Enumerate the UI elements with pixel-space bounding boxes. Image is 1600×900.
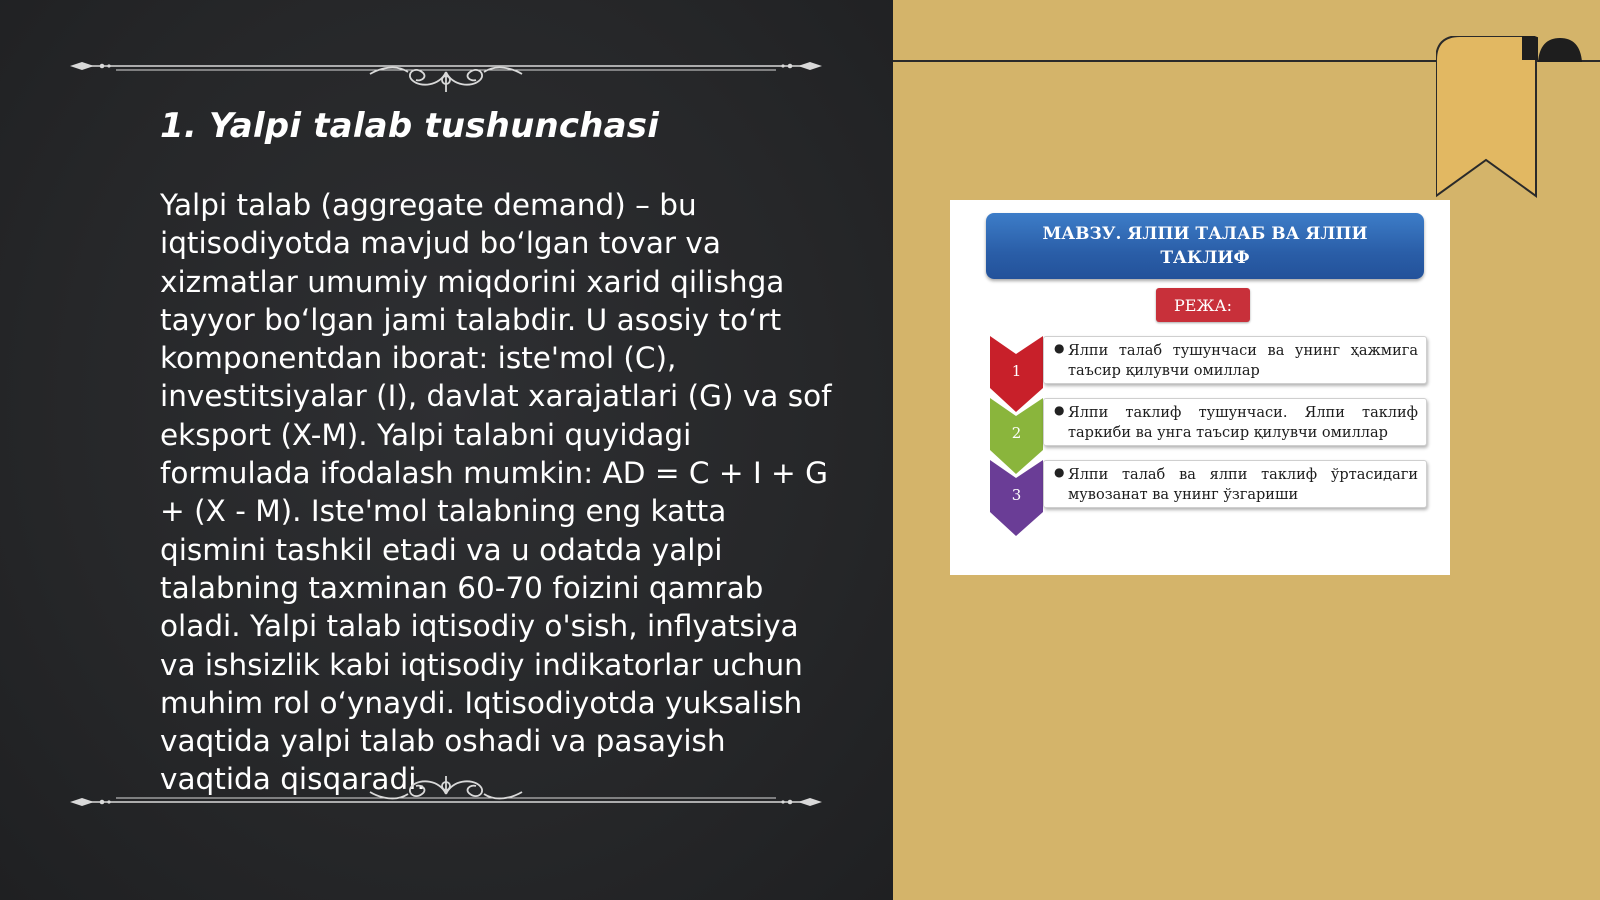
bullet-icon: ● — [1054, 341, 1065, 355]
plan-item-3 — [990, 460, 1426, 536]
plan-item-box — [1043, 336, 1427, 384]
plan-item-number: 1 — [1011, 362, 1022, 380]
plan-item-text: Ялпи талаб тушунчаси ва унинг ҳажмига таъсир қилувчи омиллар — [1068, 343, 1418, 379]
slide-title: 1. Yalpi talab tushunchasi — [160, 106, 660, 146]
bullet-icon: ● — [1054, 465, 1065, 479]
plan-item-number: 3 — [1011, 486, 1022, 504]
embedded-slide-image — [950, 200, 1450, 575]
slide-body-text: Yalpi talab (aggregate demand) – bu iqtisodiyotda mavjud bo‘lgan tovar va xizmatlar umumiy miqdorini xarid qilishga tayyor bo‘lgan jami talabdir. U asosiy to‘rt komponentdan iborat: iste'mol (C), investitsiyalar (I), davlat xarajatlari (G) va sof eksport (X-M). Yalpi talabni quyidagi formulada ifodalash mumkin: AD = C + I + G + (X - M). Iste'mol talabning eng katta qismini tashkil etadi va u odatda yalpi talabning taxminan 60-70 foizini qamrab oladi. Yalpi talab iqtisodiy o'sish, inflyatsiya va ishsizlik kabi iqtisodiy indikatorlar uchun muhim rol o‘ynaydi. Iqtisodiyotda yuksalish vaqtida yalpi talab oshadi va pasayish vaqtida qisqaradi. — [160, 188, 832, 797]
plan-item-box — [1043, 398, 1427, 446]
bullet-icon: ● — [1054, 403, 1065, 417]
bottom-ornament-divider — [68, 776, 824, 826]
top-ornament-divider — [68, 42, 824, 92]
bookmark-fold-icon — [1534, 36, 1586, 66]
bookmark-ribbon-icon — [1436, 36, 1538, 198]
plan-item-text: Ялпи талаб ва ялпи таклиф ўртасидаги мувозанат ва унинг ўзгариши — [1068, 467, 1418, 503]
topic-banner-text: МАВЗУ. ЯЛПИ ТАЛАБ ВА ЯЛПИ ТАКЛИФ — [1042, 224, 1368, 268]
plan-item-box — [1043, 460, 1427, 508]
plan-item-number: 2 — [1011, 424, 1022, 442]
plan-item-text: Ялпи таклиф тушунчаси. Ялпи таклиф таркиби ва унга таъсир қилувчи омиллар — [1068, 405, 1418, 441]
plan-badge: РЕЖА: — [1156, 288, 1250, 322]
topic-banner — [986, 213, 1424, 279]
